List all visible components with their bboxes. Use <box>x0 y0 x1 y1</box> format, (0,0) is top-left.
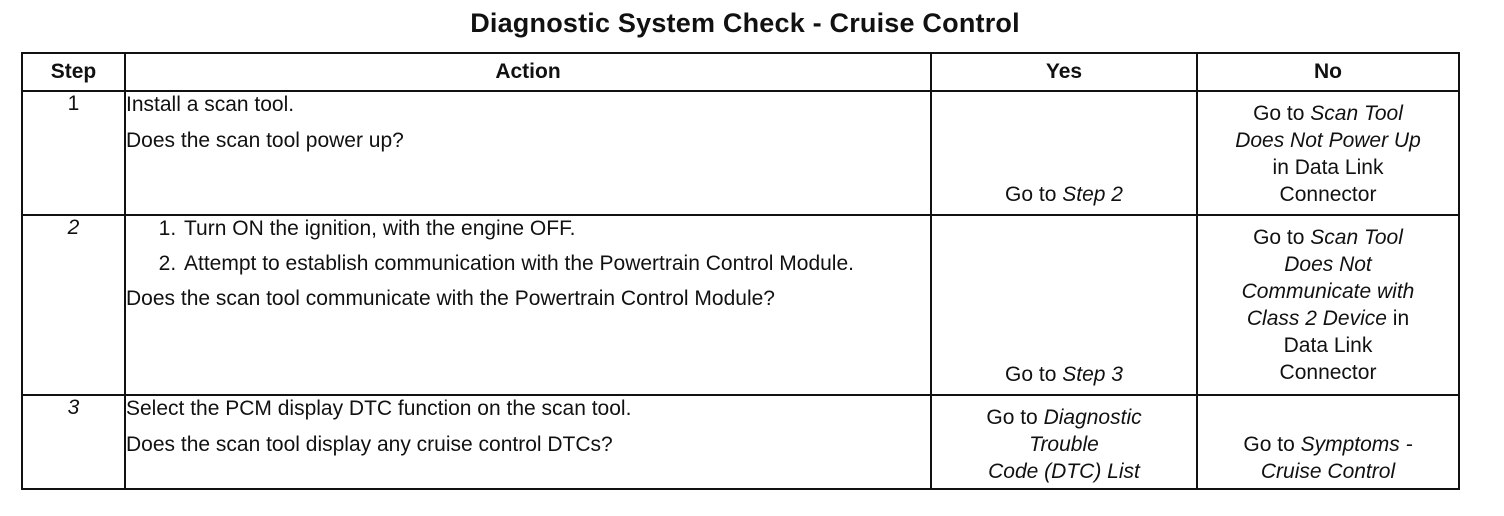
action-cell <box>125 215 931 395</box>
yes-prefix: Go to <box>1005 183 1063 206</box>
header-action: Action <box>125 53 931 91</box>
action-step-item: 2. Attempt to establish communication with the Powertrain Control Module. <box>182 251 930 276</box>
no-ref-link-cont[interactable]: Communicate with <box>1241 280 1415 303</box>
action-line: Select the PCM display DTC function on the scan tool. <box>126 397 632 420</box>
yes-cell <box>931 215 1197 395</box>
no-suffix: in Data Link <box>1272 156 1384 179</box>
yes-ref-link-cont[interactable]: Trouble <box>1029 433 1099 456</box>
yes-ref-link-cont[interactable]: Code (DTC) List <box>988 460 1140 483</box>
action-cell <box>125 395 931 489</box>
no-cell <box>1197 91 1459 215</box>
no-ref-link[interactable]: Symptoms - <box>1300 433 1413 456</box>
yes-step-link[interactable]: Step 2 <box>1062 183 1123 206</box>
step-cell <box>22 215 125 395</box>
action-question: Does the scan tool display any cruise control DTCs? <box>126 433 613 456</box>
header-no: No <box>1197 53 1459 91</box>
header-row <box>22 53 1459 91</box>
step-number: 1 <box>67 92 80 115</box>
yes-prefix: Go to <box>1005 363 1063 386</box>
no-cell <box>1197 215 1459 395</box>
table-row <box>22 395 1459 489</box>
yes-prefix: Go to <box>986 406 1044 429</box>
table-row <box>22 215 1459 395</box>
step-cell <box>22 91 125 215</box>
action-step-item: 1. Turn ON the ignition, with the engine OFF. <box>182 216 930 241</box>
action-cell <box>125 91 931 215</box>
table-row <box>22 91 1459 215</box>
no-ref-link-cont[interactable]: Cruise Control <box>1260 460 1396 483</box>
step-cell <box>22 395 125 489</box>
no-ref-link[interactable]: Scan Tool <box>1310 226 1403 249</box>
no-suffix-cont: Data Link <box>1283 334 1373 357</box>
no-ref-link-cont[interactable]: Class 2 Device <box>1246 307 1387 330</box>
no-prefix: Go to <box>1253 226 1311 249</box>
no-cell <box>1197 395 1459 489</box>
action-steps-list <box>126 216 930 276</box>
step-number: 2 <box>67 216 80 239</box>
no-suffix-cont: Connector <box>1279 361 1377 384</box>
no-prefix: Go to <box>1243 433 1301 456</box>
no-prefix: Go to <box>1253 102 1311 125</box>
yes-cell <box>931 91 1197 215</box>
action-question: Does the scan tool power up? <box>126 129 404 152</box>
no-ref-link-cont[interactable]: Does Not Power Up <box>1235 129 1421 152</box>
diagnostic-table <box>21 52 1460 490</box>
page-title: Diagnostic System Check - Cruise Control <box>470 8 1020 38</box>
header-step: Step <box>22 53 125 91</box>
no-suffix-cont: Connector <box>1279 183 1377 206</box>
yes-ref-link[interactable]: Diagnostic <box>1043 406 1142 429</box>
action-question: Does the scan tool communicate with the Powertrain Control Module? <box>126 287 775 310</box>
no-ref-link-cont[interactable]: Does Not <box>1284 253 1372 276</box>
step-number: 3 <box>67 396 80 419</box>
no-ref-link[interactable]: Scan Tool <box>1310 102 1403 125</box>
header-yes: Yes <box>931 53 1197 91</box>
yes-cell <box>931 395 1197 489</box>
action-line: Install a scan tool. <box>126 93 295 116</box>
yes-step-link[interactable]: Step 3 <box>1062 363 1123 386</box>
no-suffix: in <box>1386 307 1410 330</box>
